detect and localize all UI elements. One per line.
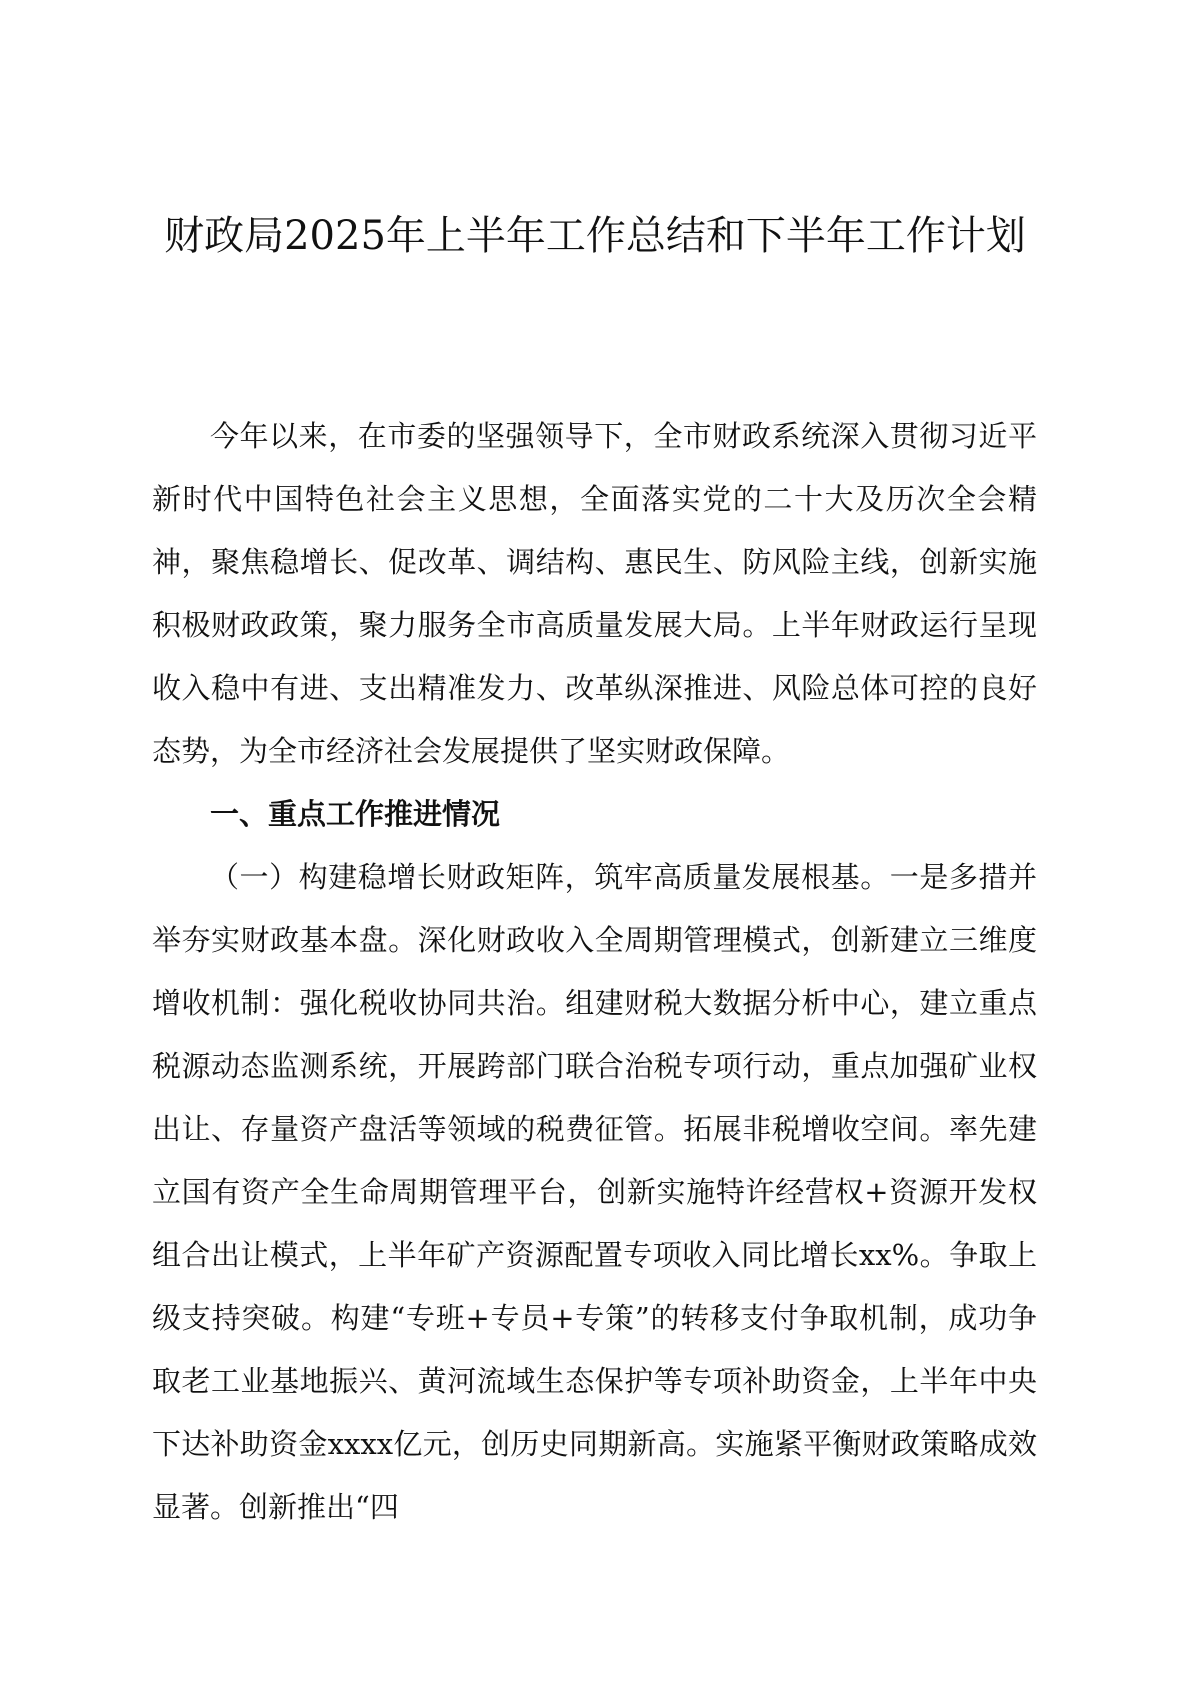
section-paragraph: （一）构建稳增长财政矩阵，筑牢高质量发展根基。一是多措并举夯实财政基本盘。深化财政收入全周期管理模式，创新建立三维度增收机制：强化税收协同共治。组建财税大数据分析中心，建立重点税源动态监测系统，开展跨部门联合治税专项行动，重点加强矿业权出让、存量资产盘活等领域的税费征管。拓展非税增收空间。率先建立国有资产全生命周期管理平台，创新实施特许经营权+资源开发权组合出让模式，上半年矿产资源配置专项收入同比增长xx%。争取上级支持突破。构建“专班+专员+专策”的转移支付争取机制，成功争取老工业基地振兴、黄河流域生态保护等专项补助资金，上半年中央下达补助资金xxxx亿元，创历史同期新高。实施紧平衡财政策略成效显著。创新推出“四	[152, 860, 1037, 1524]
section-heading: 一、重点工作推进情况	[210, 797, 501, 831]
document-body	[152, 405, 1037, 1539]
document-title: 财政局2025年上半年工作总结和下半年工作计划	[164, 213, 1026, 259]
intro-paragraph: 今年以来，在市委的坚强领导下，全市财政系统深入贯彻习近平新时代中国特色社会主义思想，全面落实党的二十大及历次全会精神，聚焦稳增长、促改革、调结构、惠民生、防风险主线，创新实施积极财政政策，聚力服务全市高质量发展大局。上半年财政运行呈现收入稳中有进、支出精准发力、改革纵深推进、风险总体可控的良好态势，为全市经济社会发展提供了坚实财政保障。	[152, 419, 1037, 768]
